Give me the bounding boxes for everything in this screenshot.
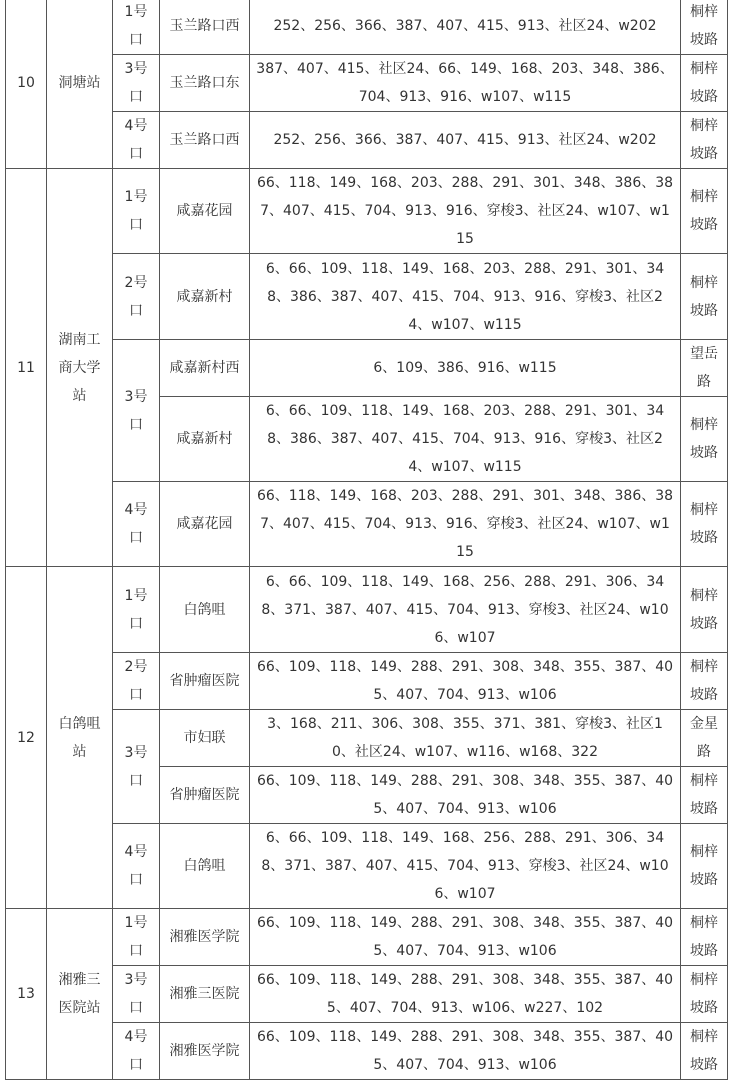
exit-cell: 3号口 <box>113 340 160 482</box>
road-cell: 桐梓坡路 <box>681 653 728 710</box>
bus-lines-cell: 387、407、415、社区24、66、149、168、203、348、386、704、913、916、w107、w115 <box>250 55 681 112</box>
bus-lines-cell: 3、168、211、306、308、355、371、381、穿梭3、社区10、社区24、w107、w116、w168、322 <box>250 710 681 767</box>
exit-cell: 4号口 <box>113 824 160 909</box>
bus-lines-cell: 66、109、118、149、288、291、308、348、355、387、405、407、704、913、w106 <box>250 1023 681 1080</box>
bus-lines-cell: 66、118、149、168、203、288、291、301、348、386、387、407、415、704、913、916、穿梭3、社区24、w107、w115 <box>250 482 681 567</box>
bus-lines-cell: 6、66、109、118、149、168、203、288、291、301、348、386、387、407、415、704、913、916、穿梭3、社区24、w107、w115 <box>250 254 681 340</box>
bus-stop-cell: 白鸽咀 <box>160 567 250 653</box>
road-cell: 金星路 <box>681 710 728 767</box>
bus-lines-cell: 66、109、118、149、288、291、308、348、355、387、405、407、704、913、w106、w227、102 <box>250 966 681 1023</box>
exit-cell: 3号口 <box>113 966 160 1023</box>
table-row <box>6 254 728 340</box>
bus-stop-cell: 湘雅医学院 <box>160 1023 250 1080</box>
station-number: 13 <box>6 909 47 1080</box>
exit-cell: 2号口 <box>113 254 160 340</box>
bus-stop-cell: 玉兰路口东 <box>160 55 250 112</box>
bus-stop-cell: 省肿瘤医院 <box>160 653 250 710</box>
exit-cell: 1号口 <box>113 169 160 254</box>
bus-stop-cell: 玉兰路口西 <box>160 112 250 169</box>
bus-stop-cell: 湘雅医学院 <box>160 909 250 966</box>
road-cell: 桐梓坡路 <box>681 397 728 482</box>
road-cell: 桐梓坡路 <box>681 909 728 966</box>
table-row <box>6 169 728 254</box>
table-row <box>6 112 728 169</box>
exit-cell: 3号口 <box>113 710 160 824</box>
bus-lines-cell: 6、66、109、118、149、168、256、288、291、306、348、371、387、407、415、704、913、穿梭3、社区24、w106、w107 <box>250 567 681 653</box>
table-row <box>6 824 728 909</box>
road-cell: 桐梓坡路 <box>681 567 728 653</box>
exit-cell: 4号口 <box>113 482 160 567</box>
bus-lines-cell: 6、109、386、916、w115 <box>250 340 681 397</box>
road-cell: 桐梓坡路 <box>681 169 728 254</box>
bus-lines-cell: 66、109、118、149、288、291、308、348、355、387、405、407、704、913、w106 <box>250 653 681 710</box>
road-cell: 望岳路 <box>681 340 728 397</box>
table-row <box>6 0 728 55</box>
bus-stop-cell: 湘雅三医院 <box>160 966 250 1023</box>
station-number: 12 <box>6 567 47 909</box>
table-row <box>6 482 728 567</box>
exit-cell: 4号口 <box>113 1023 160 1080</box>
exit-cell: 3号口 <box>113 55 160 112</box>
bus-transfer-table <box>5 0 728 1080</box>
bus-lines-cell: 252、256、366、387、407、415、913、社区24、w202 <box>250 112 681 169</box>
exit-cell: 2号口 <box>113 653 160 710</box>
road-cell: 桐梓坡路 <box>681 0 728 55</box>
bus-stop-cell: 咸嘉新村 <box>160 254 250 340</box>
station-number: 10 <box>6 0 47 169</box>
exit-cell: 4号口 <box>113 112 160 169</box>
bus-stop-cell: 咸嘉新村 <box>160 397 250 482</box>
table-row <box>6 909 728 966</box>
station-name: 洞塘站 <box>47 0 113 169</box>
table-row <box>6 966 728 1023</box>
exit-cell: 1号口 <box>113 567 160 653</box>
bus-stop-cell: 省肿瘤医院 <box>160 767 250 824</box>
bus-lines-cell: 6、66、109、118、149、168、256、288、291、306、348、371、387、407、415、704、913、穿梭3、社区24、w106、w107 <box>250 824 681 909</box>
bus-lines-cell: 252、256、366、387、407、415、913、社区24、w202 <box>250 0 681 55</box>
road-cell: 桐梓坡路 <box>681 55 728 112</box>
bus-stop-cell: 咸嘉花园 <box>160 169 250 254</box>
bus-stop-cell: 市妇联 <box>160 710 250 767</box>
table-row <box>6 567 728 653</box>
bus-stop-cell: 咸嘉花园 <box>160 482 250 567</box>
bus-lines-cell: 6、66、109、118、149、168、203、288、291、301、348、386、387、407、415、704、913、916、穿梭3、社区24、w107、w115 <box>250 397 681 482</box>
station-number: 11 <box>6 169 47 567</box>
table-row <box>6 710 728 767</box>
road-cell: 桐梓坡路 <box>681 966 728 1023</box>
road-cell: 桐梓坡路 <box>681 1023 728 1080</box>
road-cell: 桐梓坡路 <box>681 824 728 909</box>
bus-lines-cell: 66、109、118、149、288、291、308、348、355、387、405、407、704、913、w106 <box>250 767 681 824</box>
bus-stop-cell: 咸嘉新村西 <box>160 340 250 397</box>
station-name: 湘雅三医院站 <box>47 909 113 1080</box>
station-name: 白鸽咀站 <box>47 567 113 909</box>
road-cell: 桐梓坡路 <box>681 112 728 169</box>
bus-lines-cell: 66、118、149、168、203、288、291、301、348、386、387、407、415、704、913、916、穿梭3、社区24、w107、w115 <box>250 169 681 254</box>
table-row <box>6 340 728 397</box>
table-row <box>6 653 728 710</box>
road-cell: 桐梓坡路 <box>681 254 728 340</box>
bus-lines-cell: 66、109、118、149、288、291、308、348、355、387、405、407、704、913、w106 <box>250 909 681 966</box>
station-name: 湖南工商大学站 <box>47 169 113 567</box>
table-row <box>6 1023 728 1080</box>
road-cell: 桐梓坡路 <box>681 767 728 824</box>
bus-stop-cell: 玉兰路口西 <box>160 0 250 55</box>
bus-stop-cell: 白鸽咀 <box>160 824 250 909</box>
exit-cell: 1号口 <box>113 909 160 966</box>
exit-cell: 1号口 <box>113 0 160 55</box>
table-row <box>6 55 728 112</box>
road-cell: 桐梓坡路 <box>681 482 728 567</box>
